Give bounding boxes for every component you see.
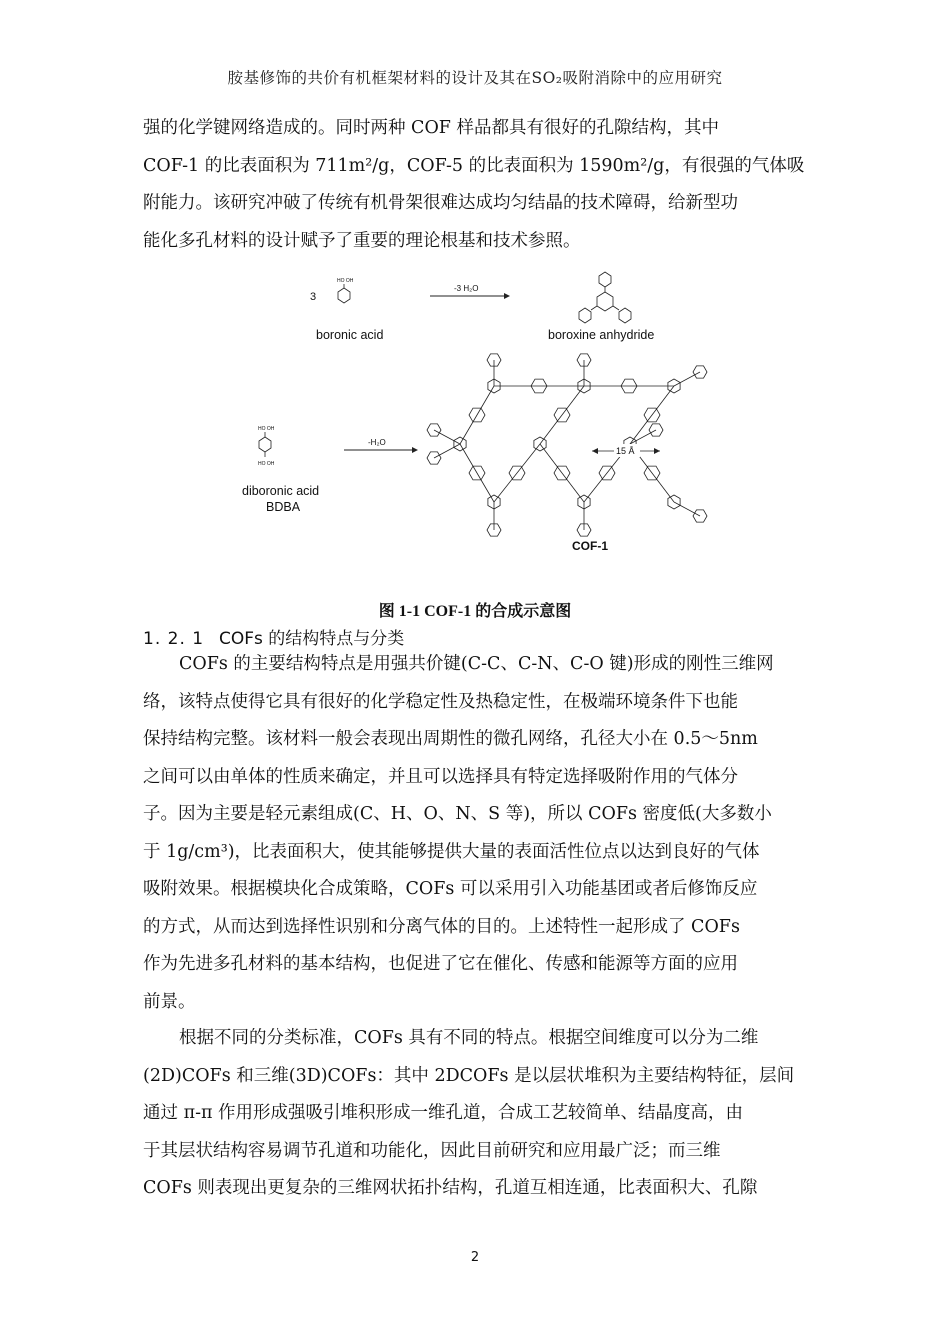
paragraph-3 bbox=[143, 1020, 807, 1208]
text-line: COFs 的主要结构特点是用强共价键(C-C、C-N、C-O 键)形成的刚性三维网 bbox=[179, 654, 774, 674]
terminal-bond bbox=[630, 430, 656, 444]
text-line: 子。因为主要是轻元素组成(C、H、O、N、S 等)，所以 COFs 密度低(大多数小 bbox=[143, 804, 772, 824]
hydroxyl-label: HO OH bbox=[337, 278, 354, 284]
cof-1-synthesis-figure bbox=[242, 268, 698, 566]
text-line: 强的化学键网络造成的。同时两种 COF 样品都具有很好的孔隙结构，其中 bbox=[143, 118, 720, 138]
text-line: 络，该特点使得它具有很好的化学稳定性及热稳定性，在极端环境条件下也能 bbox=[143, 691, 738, 712]
paragraph-1 bbox=[143, 110, 807, 260]
text-line: 保持结构完整。该材料一般会表现出周期性的微孔网络，孔径大小在 0.5～5nm bbox=[143, 729, 758, 749]
paragraph-2 bbox=[143, 646, 807, 1021]
text-line: 附能力。该研究冲破了传统有机骨架很难达成均匀结晶的技术障碍，给新型功 bbox=[143, 193, 738, 213]
text-line: 根据不同的分类标准，COFs 具有不同的特点。根据空间维度可以分为二维 bbox=[179, 1028, 759, 1048]
section-number: 1. 2. 1 bbox=[143, 629, 205, 649]
product-1-name: boroxine anhydride bbox=[548, 328, 655, 342]
cof-1-lattice-structure bbox=[427, 354, 707, 536]
reactant-2-abbreviation: BDBA bbox=[266, 500, 301, 514]
section-title: COFs 的结构特点与分类 bbox=[219, 629, 405, 649]
text-line: 作为先进多孔材料的基本结构，也促进了它在催化、传感和能源等方面的应用 bbox=[143, 954, 738, 974]
boronic-acid-structure bbox=[337, 278, 354, 303]
text-line: COFs 则表现出更复杂的三维网状拓扑结构，孔道互相连通，比表面积大、孔隙 bbox=[143, 1178, 758, 1198]
linker-bond bbox=[460, 444, 494, 502]
pore-size-indicator bbox=[592, 444, 660, 457]
text-line: 之间可以由单体的性质来确定，并且可以选择具有特定选择吸附作用的气体分 bbox=[143, 766, 738, 787]
terminal-bond bbox=[434, 444, 460, 458]
reactant-1-name: boronic acid bbox=[316, 328, 384, 342]
text-line: 于 1g/cm³)，比表面积大，使其能够提供大量的表面活性位点以达到良好的气体 bbox=[143, 841, 760, 862]
diboronic-acid-structure bbox=[258, 426, 275, 467]
page-number: 2 bbox=[470, 1250, 480, 1265]
text-line: 前景。 bbox=[143, 991, 196, 1012]
arrow-1-label: -3 H₂O bbox=[454, 284, 479, 293]
arrow-2-label: -H₂O bbox=[368, 438, 386, 447]
linker-bond bbox=[540, 444, 584, 502]
text-line: 能化多孔材料的设计赋予了重要的理论根基和技术参照。 bbox=[143, 230, 581, 251]
product-2-name: COF-1 bbox=[572, 539, 608, 553]
reaction-arrow-2 bbox=[344, 438, 418, 453]
reaction-arrow-1 bbox=[430, 284, 510, 299]
text-line: (2D)COFs 和三维(3D)COFs：其中 2DCOFs 是以层状堆积为主要结构特征，层间 bbox=[143, 1065, 795, 1086]
hydroxyl-label: HO OH bbox=[258, 426, 275, 432]
boroxine-anhydride-structure bbox=[579, 272, 631, 323]
figure-caption: 图 1-1 COF-1 的合成示意图 bbox=[378, 603, 572, 620]
text-line: COF-1 的比表面积为 711m²/g，COF-5 的比表面积为 1590m²/g，有很强的气体吸 bbox=[143, 155, 805, 176]
pore-size-label: 15 Å bbox=[616, 446, 635, 456]
running-header: 胺基修饰的共价有机框架材料的设计及其在SO₂吸附消除中的应用研究 bbox=[227, 69, 723, 87]
text-line: 吸附效果。根据模块化合成策略，COFs 可以采用引入功能基团或者后修饰反应 bbox=[143, 879, 758, 899]
terminal-bond bbox=[674, 502, 700, 516]
reactant-2-name: diboronic acid bbox=[242, 484, 320, 498]
linker-bond bbox=[460, 386, 494, 444]
text-line: 于其层状结构容易调节孔道和功能化，因此目前研究和应用最广泛；而三维 bbox=[143, 1140, 721, 1161]
text-line: 的方式，从而达到选择性识别和分离气体的目的。上述特性一起形成了 COFs bbox=[143, 916, 740, 937]
terminal-bond bbox=[434, 430, 460, 444]
linker-bond bbox=[540, 386, 584, 444]
terminal-bond bbox=[674, 372, 700, 386]
text-line: 通过 π-π 作用形成强吸引堆积形成一维孔道，合成工艺较简单、结晶度高，由 bbox=[143, 1103, 744, 1123]
stoichiometric-coefficient: 3 bbox=[310, 291, 317, 303]
linker-bond bbox=[494, 444, 540, 502]
hydroxyl-label: HO OH bbox=[258, 461, 275, 467]
